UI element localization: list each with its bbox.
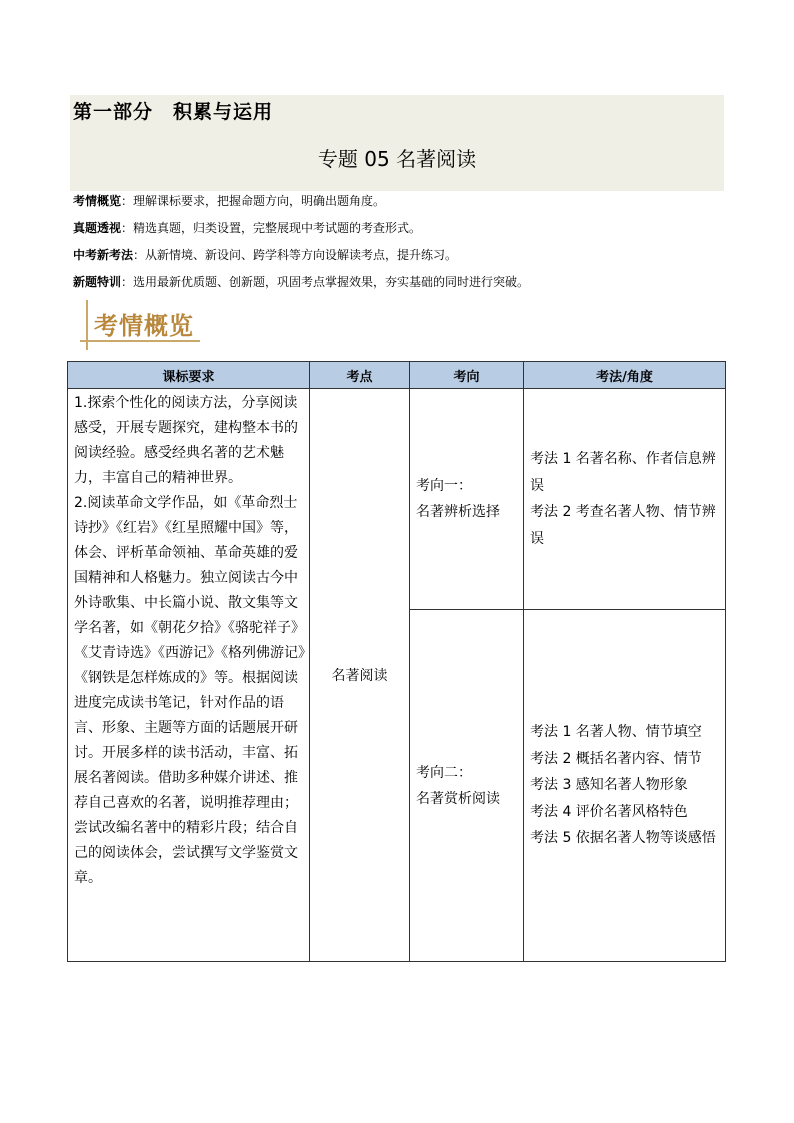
intro-list	[73, 192, 733, 300]
intro-label: 新题特训	[73, 275, 122, 289]
header-method: 考法/角度	[524, 362, 726, 389]
intro-label: 考情概览	[73, 194, 122, 208]
direction-cell	[410, 389, 524, 610]
section-decor-vertical	[86, 300, 88, 350]
requirement-item: 1.探索个性化的阅读方法，分享阅读感受，开展专题探究，建构整本书的阅读经验。感受经典名著的艺术魅力，丰富自己的精神世界。	[74, 395, 298, 486]
direction-name: 名著辨析选择	[416, 504, 500, 520]
topic-title-text: 专题 05 名著阅读	[317, 147, 477, 171]
part-title	[73, 97, 293, 124]
intro-item	[73, 192, 733, 219]
direction-name: 名著赏析阅读	[416, 790, 500, 807]
section-heading	[80, 300, 240, 350]
requirement-item: 2.阅读革命文学作品，如《革命烈士诗抄》《红岩》《红星照耀中国》等，体会、评析革命领袖、革命英雄的爱国精神和人格魅力。独立阅读古今中外诗歌集、中长篇小说、散文集等文学名著，如《朝花夕拾》《骆驼祥子》《艾青诗选》《西游记》《格列佛游记》《钢铁是怎样炼成的》等。根据阅读进度完成读书笔记，针对作品的语言、形象、主题等方面的话题展开研讨。开展多样的读书活动，丰富、拓展名著阅读。借助多种媒介讲述、推荐自己喜欢的名著，说明推荐理由；尝试改编名著中的精彩片段；结合自己的阅读体会，尝试撰写文学鉴赏文章。	[74, 495, 305, 886]
exam-overview-table	[67, 361, 726, 962]
table-row	[68, 389, 726, 610]
intro-label: 中考新考法	[73, 248, 134, 262]
method-item: 考法 4 评价名著风格特色	[530, 803, 688, 820]
section-title: 考情概览	[94, 312, 194, 340]
header-point: 考点	[310, 362, 410, 389]
method-item: 考法 1 名著人物、情节填空	[530, 724, 702, 741]
intro-text: ：选用最新优质题、创新题，巩固考点掌握效果，夯实基础的同时进行突破。	[121, 275, 530, 289]
intro-text: ：理解课标要求，把握命题方向，明确出题角度。	[121, 194, 386, 208]
direction-label: 考向一：	[416, 478, 472, 494]
intro-item	[73, 246, 733, 273]
part-label: 第一部分	[73, 101, 154, 123]
method-item: 考法 2 考查名著人物、情节辨误	[530, 504, 716, 547]
table-header-row	[68, 362, 726, 389]
intro-item	[73, 273, 733, 300]
method-cell	[524, 389, 726, 610]
intro-text: ：从新情境、新设问、跨学科等方向设解读考点，提升练习。	[133, 248, 458, 262]
point-cell: 名著阅读	[310, 389, 410, 962]
direction-cell	[410, 610, 524, 962]
method-item: 考法 2 概括名著内容、情节	[530, 750, 702, 767]
header-direction: 考向	[410, 362, 524, 389]
intro-label: 真题透视	[73, 221, 122, 235]
intro-text: ：精选真题，归类设置，完整展现中考试题的考查形式。	[121, 221, 422, 235]
intro-item	[73, 219, 733, 246]
method-item: 考法 1 名著名称、作者信息辨误	[530, 451, 716, 494]
direction-label: 考向二：	[416, 764, 472, 781]
topic-title	[0, 143, 794, 172]
method-item: 考法 5 依据名著人物等谈感悟	[530, 830, 716, 847]
part-subtitle: 积累与运用	[173, 101, 274, 123]
requirements-cell	[68, 389, 310, 962]
method-item: 考法 3 感知名著人物形象	[530, 777, 688, 794]
header-requirements: 课标要求	[68, 362, 310, 389]
method-cell	[524, 610, 726, 962]
